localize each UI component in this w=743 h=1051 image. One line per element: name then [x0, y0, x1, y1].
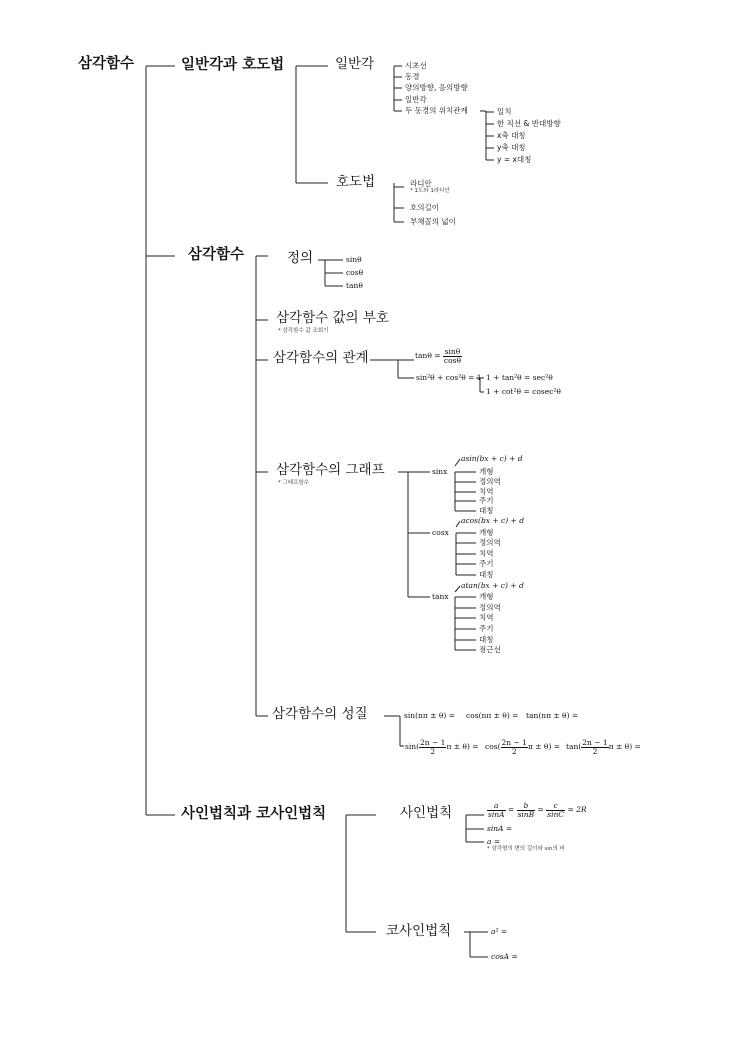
general-angle-item: 동경	[405, 72, 420, 81]
property-formula: tan(nπ ± θ) =	[526, 711, 579, 720]
graph-function-name: tanx	[432, 592, 449, 601]
sine-law-denominator: sinB	[517, 809, 535, 819]
relation-item: x축 대칭	[497, 131, 526, 140]
sine-law-item: sinA =	[487, 824, 513, 833]
relation-item: y = x대칭	[497, 155, 532, 164]
radian-item: 라디안	[410, 179, 432, 188]
property-denominator: 2	[592, 746, 598, 756]
graph-prop: 대칭	[479, 570, 494, 579]
sine-law-item: a =	[487, 837, 501, 846]
graph-prop: 대칭	[479, 635, 494, 644]
sine-law-numerator: a	[487, 802, 506, 811]
graph-general-form: atan(bx + c) + d	[461, 581, 524, 590]
sine-law-note: * 삼각형의 변의 길이와 sin의 비	[487, 846, 565, 852]
property-tail: π ± θ) =	[608, 742, 641, 751]
graph-prop: 개형	[479, 528, 494, 537]
graph-prop: 주기	[479, 559, 494, 568]
tan-denominator: cosθ	[443, 355, 461, 365]
section-laws-title: 사인법칙과 코사인법칙	[181, 806, 327, 822]
graph-prop: 대칭	[479, 506, 494, 515]
cosine-law-label: 코사인법칙	[386, 923, 452, 939]
cosine-law-item: cosA =	[491, 952, 518, 961]
relation-item: 한 직선 & 반대방향	[497, 119, 561, 128]
property-func: tan	[566, 742, 579, 751]
graph-prop: 정의역	[479, 538, 501, 547]
radian-item: 호의길이	[410, 203, 439, 212]
graph-prop: 점근선	[479, 645, 501, 654]
graph-prop: 주기	[479, 624, 494, 633]
sine-law-formula: $\frac{a}{\sin A}$ = $\frac{b}{\sin B}$ = $\frac{c}{\sin C}$ = 2R	[488, 801, 587, 819]
definition-label: 정의	[287, 250, 314, 266]
sign-label: 삼각함수 값의 부호	[276, 310, 389, 326]
graph-general-form: asin(bx + c) + d	[461, 454, 523, 463]
property-formula-half-angle: tan( $\frac{2n - 1}{2}$ π ± θ) =	[566, 738, 641, 756]
identity-item: 1 + cot²θ = cosec²θ	[486, 387, 561, 396]
graph-prop: 주기	[479, 496, 494, 505]
tan-numerator: sinθ	[444, 347, 461, 356]
identity-item: 1 + tan²θ = sec²θ	[486, 373, 553, 382]
graph-prop: 정의역	[479, 477, 501, 486]
graph-prop: 개형	[479, 592, 494, 601]
definition-item: sinθ	[346, 255, 362, 264]
graph-prop: 치역	[479, 549, 494, 558]
sine-law-denominator: sinC	[547, 809, 565, 819]
property-denominator: 2	[511, 746, 517, 756]
property-numerator: 2n − 1	[501, 738, 527, 747]
property-denominator: 2	[430, 746, 436, 756]
property-func: cos	[485, 742, 498, 751]
graph-prop: 정의역	[479, 603, 501, 612]
graph-prop: 치역	[479, 487, 494, 496]
graph-prop: 개형	[479, 467, 494, 476]
sine-law-denominator: sinA	[488, 809, 505, 819]
property-formula-half-angle: cos( $\frac{2n - 1}{2}$ π ± θ) =	[485, 738, 561, 756]
general-angle-item: 양의방향, 음의방향	[405, 83, 468, 92]
general-angle-item: 시초선	[405, 61, 427, 70]
sine-law-numerator: c	[546, 802, 565, 811]
property-tail: π ± θ) =	[527, 742, 561, 751]
sine-law-rhs: = 2R	[567, 805, 587, 814]
sign-note: * 삼각함수 값 조회기	[278, 328, 329, 334]
property-formula-half-angle: sin( $\frac{2n - 1}{2}$ π ± θ) =	[405, 738, 479, 756]
radian-note: * 1도와 1라디안	[410, 188, 450, 194]
sine-law-numerator: b	[517, 802, 536, 811]
graph-function-name: cosx	[432, 528, 449, 537]
tan-lhs: tanθ =	[415, 351, 441, 360]
property-formula: cos(nπ ± θ) =	[466, 711, 519, 720]
section-angles-title: 일반각과 호도법	[181, 57, 285, 73]
radian-label: 호도법	[336, 174, 376, 190]
root-title: 삼각함수	[78, 56, 135, 72]
definition-item: tanθ	[346, 281, 363, 290]
property-tail: π ± θ) =	[446, 742, 479, 751]
definition-item: cosθ	[346, 268, 364, 277]
section-trig-title: 삼각함수	[188, 247, 245, 263]
property-numerator: 2n − 1	[420, 738, 446, 747]
pythagorean-identity: sin²θ + cos²θ = 1	[416, 373, 482, 382]
properties-label: 삼각함수의 성질	[272, 706, 368, 722]
property-func: sin	[405, 742, 417, 751]
relation-item: 일치	[497, 107, 512, 116]
property-numerator: 2n − 1	[582, 738, 608, 747]
graphs-label: 삼각함수의 그래프	[276, 462, 385, 478]
graph-prop: 치역	[479, 613, 494, 622]
graph-general-form: acos(bx + c) + d	[461, 516, 525, 525]
property-formula: sin(nπ ± θ) =	[404, 711, 455, 720]
cosine-law-item: a² =	[491, 927, 508, 936]
general-angle-item: 두 동경의 위치관계	[405, 106, 468, 115]
general-angle-item: 일반각	[405, 95, 427, 104]
radian-item: 부채꼴의 넓이	[410, 217, 456, 226]
relations-label: 삼각함수의 관계	[273, 350, 369, 366]
sine-law-label: 사인법칙	[400, 805, 453, 821]
tan-quotient-formula	[415, 348, 462, 364]
general-angle-label: 일반각	[335, 56, 375, 72]
graph-function-name: sinx	[432, 467, 448, 476]
relation-item: y축 대칭	[497, 143, 526, 152]
graphs-note: * 그래프함수	[278, 480, 310, 486]
